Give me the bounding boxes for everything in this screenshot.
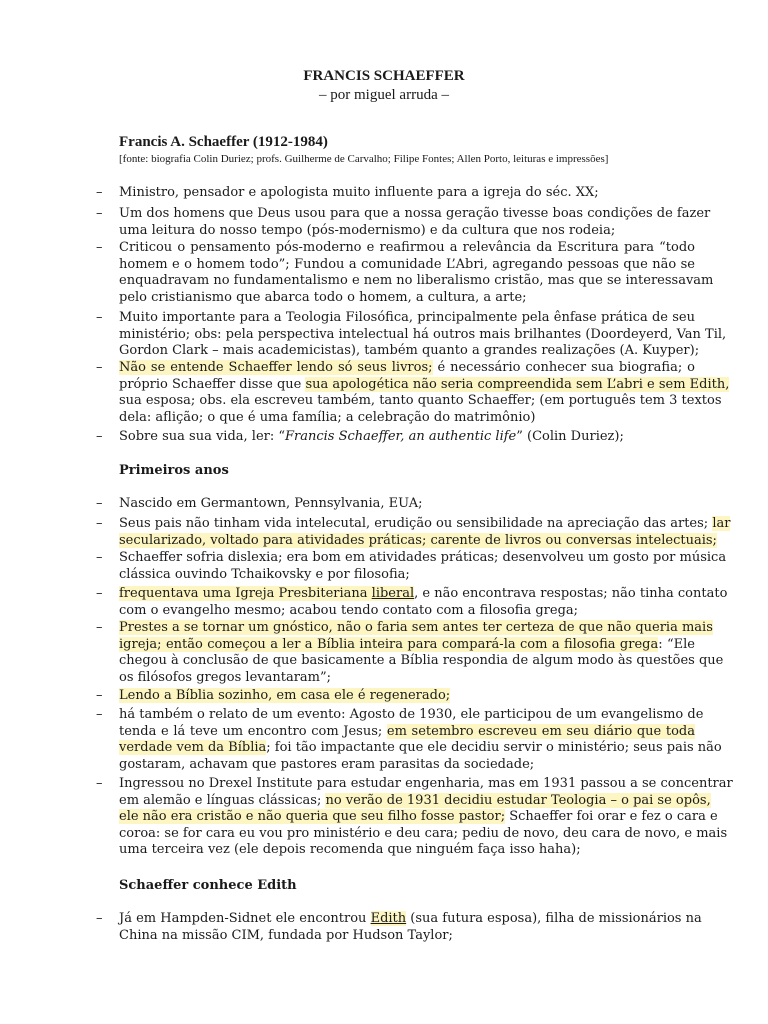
list-dash: –: [96, 586, 103, 601]
text-segment: gostaram, achavam que pastores eram parasitas da sociedade;: [119, 756, 535, 772]
text-line: [119, 567, 695, 584]
highlighted-text: lar: [712, 516, 731, 531]
highlighted-text: em setembro escreveu em seu diário que toda: [386, 723, 695, 739]
text-line: [119, 724, 695, 741]
text-segment: Schaeffer sofria dislexia; era bom em atividades práticas; desenvolveu um gosto por música: [119, 550, 727, 565]
text-line: [119, 842, 695, 859]
text-segment: enquadravam no fundamentalismo e nem no liberalismo cristão, mas que se interessavam: [119, 273, 714, 289]
highlighted-text: ele não era cristão e não queria que seu filho fosse pastor;: [119, 809, 506, 825]
text-segment: homem e o homem todo”; Fundou a comunidade L’Abri, agregando pessoas que não se: [119, 256, 695, 272]
text-segment: China na missão CIM, fundada por Hudson Taylor;: [119, 927, 453, 943]
text-segment: Seus pais não tinham vida intelecutal, erudição ou sensibilidade na apreciação das artes;: [119, 516, 713, 531]
text-segment: Schaeffer foi orar e fez o cara e: [505, 809, 718, 825]
text-segment: (sua futura esposa), filha de missionários na: [406, 911, 702, 926]
text-line: [119, 326, 727, 344]
list-dash: –: [96, 185, 103, 200]
text-line: [119, 185, 695, 202]
list-dash: –: [96, 550, 103, 565]
highlighted-text: Lendo a Bíblia sozinho, em casa ele é regenerado;: [119, 688, 451, 703]
list-dash: –: [96, 496, 103, 511]
source-note: [fonte: biografia Colin Duriez; profs. Guilherme de Carvalho; Filipe Fontes; Allen Porto, leituras e impressões]: [119, 153, 609, 165]
text-segment: em alemão e línguas clássicas;: [119, 792, 326, 808]
main-heading: Francis A. Schaeffer (1912-1984): [119, 134, 328, 150]
list-item-text: [119, 776, 733, 859]
text-segment: ministério; obs: pela perspectiva intelectual há outros mais brilhantes (Doordeyerd, Van Til,: [119, 326, 727, 342]
text-segment: tenda e lá teve um encontro com Jesus;: [119, 723, 387, 739]
text-segment: é necessário conhecer sua biografia; o: [432, 360, 695, 375]
list-dash: –: [96, 776, 103, 791]
list-item-text: [119, 688, 695, 705]
text-line: [119, 620, 713, 637]
list-item-text: [119, 516, 731, 549]
list-dash: –: [96, 516, 103, 531]
text-line: [119, 776, 733, 793]
text-segment: os filósofos gregos levantaram”;: [119, 669, 332, 685]
text-segment: Nascido em Germantown, Pennsylvania, EUA;: [119, 496, 423, 511]
text-line: [119, 310, 695, 327]
section-heading-primeiros-anos: Primeiros anos: [119, 463, 229, 478]
text-line: [119, 740, 722, 757]
highlighted-text: sua apologética não seria compreendida sem L’abri e sem Edith,: [305, 376, 730, 392]
list-item-text: [119, 911, 702, 944]
text-line: [119, 206, 711, 223]
text-segment: Francis Schaeffer, an authentic life: [285, 429, 517, 444]
text-line: [119, 792, 711, 810]
text-line: [119, 240, 695, 257]
highlighted-text: liberal: [371, 586, 415, 601]
text-line: [119, 911, 702, 928]
text-line: [119, 586, 728, 603]
text-segment: sua esposa; obs. ela escreveu também, tanto quanto Schaeffer; (em português tem 3 textos: [119, 393, 722, 409]
list-item-text: [119, 185, 695, 202]
text-segment: uma terceira vez (ele depois recomenda que ninguém faça isso haha);: [119, 842, 581, 858]
text-line: [119, 516, 731, 533]
list-dash: –: [96, 310, 103, 325]
text-segment: Muito importante para a Teologia Filosófica, principalmente pela ênfase prática de seu: [119, 310, 695, 325]
text-line: [119, 532, 717, 550]
text-segment: Um dos homens que Deus usou para que a nossa geração tivesse boas condições de fazer: [119, 206, 711, 221]
text-segment: há também o relato de um evento: Agosto de 1930, ele participou de um evangelismo de: [119, 707, 704, 722]
list-dash: –: [96, 240, 103, 255]
text-segment: ; foi tão impactante que ele decidiu servir o ministério; seus pais não: [266, 740, 722, 756]
text-segment: dela: aflição; o que é uma família; a celebração do matrimônio): [119, 409, 536, 425]
text-segment: clássica ouvindo Tchaikovsky e por filosofia;: [119, 566, 410, 582]
list-dash: –: [96, 911, 103, 926]
text-line: [119, 429, 695, 446]
text-segment: coroa: se for cara eu vou pro ministério e deu cara; pediu de novo, deu cara de novo, e mais: [119, 825, 728, 841]
list-dash: –: [96, 707, 103, 722]
text-line: [119, 757, 695, 774]
text-line: [119, 496, 695, 513]
text-segment: Gordon Clark – mais academicistas), também quanto a grandes realizações (A. Kuyper);: [119, 343, 700, 359]
highlighted-text: Prestes a se tornar um gnóstico, não o faria sem antes ter certeza de que não queria mais: [119, 620, 713, 635]
list-item-text: [119, 310, 727, 360]
text-segment: Já em Hampden-Sidnet ele encontrou: [119, 911, 371, 926]
text-line: [119, 550, 727, 567]
highlighted-text: igreja; então começou a ler a Bíblia inteira para compará-la com a filosofia grega: [119, 636, 659, 652]
text-line: [119, 670, 695, 687]
text-line: [119, 688, 695, 705]
highlighted-text: Edith: [370, 911, 407, 926]
list-item-text: [119, 240, 714, 306]
text-line: [119, 376, 730, 394]
text-line: [119, 809, 718, 826]
list-item-text: [119, 586, 728, 619]
highlighted-text: Não se entende Schaeffer lendo só seus livros;: [119, 360, 433, 375]
text-line: [119, 393, 722, 410]
list-item-text: [119, 206, 711, 239]
highlighted-text: no verão de 1931 decidiu estudar Teologia – o pai se opôs,: [325, 792, 711, 808]
highlighted-text: verdade vem da Bíblia: [119, 740, 267, 756]
text-segment: chegou à conclusão de que basicamente a Bíblia respondia de algum modo às questões que: [119, 653, 724, 669]
text-segment: Sobre sua sua vida, ler: “: [119, 429, 286, 444]
text-line: [119, 410, 695, 427]
section-heading-schaeffer-conhece-edith: Schaeffer conhece Edith: [119, 878, 297, 893]
list-dash: –: [96, 206, 103, 221]
highlighted-text: frequentava uma Igreja Presbiteriana: [119, 586, 372, 601]
text-line: [119, 290, 695, 307]
text-segment: Ingressou no Drexel Institute para estudar engenharia, mas em 1931 passou a se concentrar: [119, 776, 733, 791]
text-segment: com o evangelho mesmo; acabou tendo contato com a filosofia grega;: [119, 602, 579, 618]
highlighted-text: secularizado, voltado para atividades práticas; carente de livros ou conversas intelectuais;: [119, 532, 717, 548]
text-line: [119, 637, 695, 654]
text-line: [119, 825, 728, 843]
text-segment: : “Ele: [658, 636, 695, 652]
text-line: [119, 273, 714, 290]
list-dash: –: [96, 688, 103, 703]
text-line: [119, 603, 695, 620]
text-line: [119, 343, 700, 360]
text-segment: próprio Schaeffer disse que: [119, 376, 306, 392]
document-subtitle: – por miguel arruda –: [319, 87, 449, 103]
list-item-text: [119, 550, 727, 583]
list-item-text: [119, 496, 695, 513]
text-segment: pelo cristianismo que abarca todo o homem, a cultura, a arte;: [119, 289, 527, 305]
text-segment: Criticou o pensamento pós-moderno e reafirmou a relevância da Escritura para “todo: [119, 240, 695, 255]
text-line: [119, 653, 724, 670]
document-title: FRANCIS SCHAEFFER: [303, 68, 465, 84]
list-dash: –: [96, 620, 103, 635]
list-item-text: [119, 429, 695, 446]
text-segment: uma leitura do nosso tempo (pós-modernismo) e da cultura que nos rodeia;: [119, 222, 616, 238]
list-item-text: [119, 707, 722, 773]
list-dash: –: [96, 429, 103, 444]
text-line: [119, 223, 695, 240]
list-item-text: [119, 620, 724, 686]
list-item-text: [119, 360, 730, 426]
text-line: [119, 257, 695, 274]
text-line: [119, 928, 695, 945]
text-line: [119, 707, 704, 724]
text-line: [119, 360, 695, 377]
list-dash: –: [96, 360, 103, 375]
text-segment: , e não encontrava respostas; não tinha contato: [414, 586, 728, 601]
text-segment: ” (Colin Duriez);: [516, 429, 624, 444]
text-segment: Ministro, pensador e apologista muito influente para a igreja do séc. XX;: [119, 185, 599, 200]
